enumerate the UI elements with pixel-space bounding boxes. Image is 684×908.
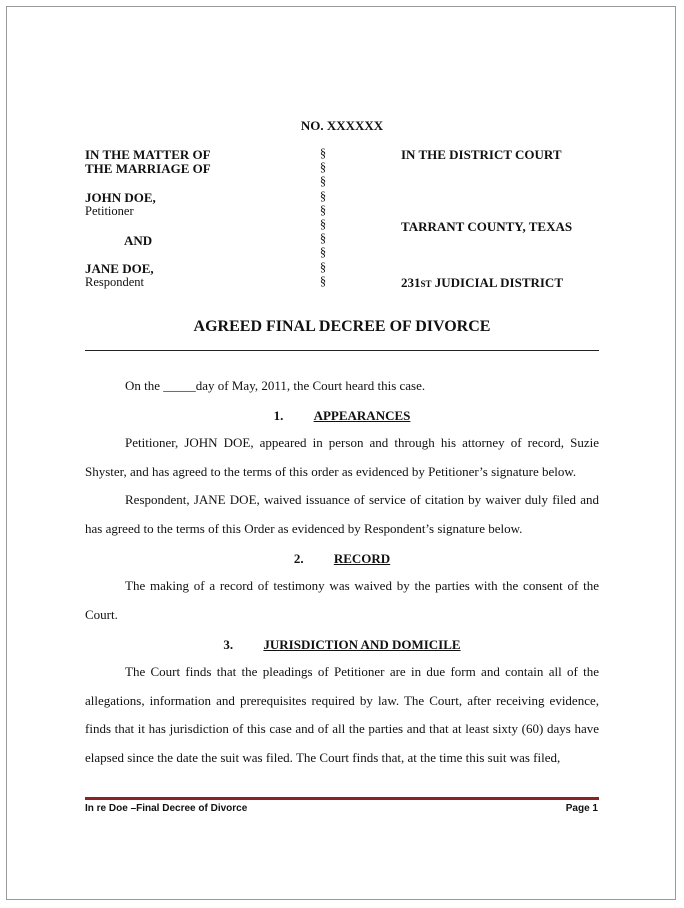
respondent-name: JANE DOE, — [85, 261, 154, 276]
section-symbol: § — [319, 146, 327, 160]
paragraph: Petitioner, JOHN DOE, appeared in person and through his attorney of record, Suzie Shyster, and has agreed to the terms of this order as evidenced by Petitioner’s signature below. — [85, 435, 599, 479]
district-text: JUDICIAL DISTRICT — [431, 275, 563, 290]
section-symbol: § — [319, 245, 327, 260]
section-symbol: § — [319, 273, 327, 288]
and-label: AND — [124, 233, 153, 248]
section-heading-jurisdiction — [85, 637, 599, 653]
section-body-jurisdiction — [85, 658, 599, 772]
intro-paragraph — [85, 372, 599, 401]
section-symbol: § — [319, 217, 327, 232]
court-name: IN THE DISTRICT COURT — [401, 147, 562, 162]
paragraph: The making of a record of testimony was waived by the parties with the consent of the Court. — [85, 578, 599, 622]
section-symbol: § — [319, 202, 327, 217]
section-number: 3. — [223, 637, 234, 652]
section-symbol: § — [319, 160, 327, 175]
section-body-appearances — [85, 429, 599, 543]
matter-line-1: IN THE MATTER OF — [85, 147, 211, 162]
section-number: 1. — [273, 408, 284, 423]
matter-line-2: THE MARRIAGE OF — [85, 161, 211, 176]
district-suffix: ST — [420, 279, 432, 289]
district-number: 231 — [401, 275, 421, 290]
document-title: AGREED FINAL DECREE OF DIVORCE — [193, 318, 491, 335]
petitioner-name: JOHN DOE, — [85, 190, 156, 205]
section-title: RECORD — [333, 551, 391, 566]
county-name: TARRANT COUNTY, TEXAS — [401, 219, 573, 234]
judicial-district — [401, 275, 563, 291]
footer-title: In re Doe –Final Decree of Divorce — [85, 803, 248, 814]
section-symbol: § — [319, 231, 327, 246]
petitioner-role: Petitioner — [85, 204, 134, 218]
section-symbol: § — [319, 188, 327, 203]
section-symbol: § — [319, 174, 327, 189]
section-body-record — [85, 572, 599, 629]
title-rule — [85, 350, 599, 351]
respondent-role: Respondent — [85, 275, 145, 289]
section-symbol: § — [319, 259, 327, 274]
section-heading-record — [85, 551, 599, 567]
intro-text: On the _____day of May, 2011, the Court heard this case. — [125, 378, 426, 393]
section-symbol-column — [316, 146, 330, 288]
case-number: NO. XXXXXX — [300, 118, 384, 133]
section-heading-appearances — [85, 408, 599, 424]
paragraph: The Court finds that the pleadings of Petitioner are in due form and contain all of the allegations, information and prerequisites required by law. The Court, after receiving evidence, finds that it has jurisdiction of this case and of all the parties and that at least sixty (60) days have elapsed since the date the suit was filed. The Court finds that, at the time this suit was filed, — [85, 664, 599, 765]
section-title: APPEARANCES — [313, 408, 411, 423]
section-number: 2. — [293, 551, 304, 566]
section-title: JURISDICTION AND DOMICILE — [263, 637, 461, 652]
footer-rule — [85, 797, 599, 800]
page-number: Page 1 — [565, 803, 598, 814]
paragraph: Respondent, JANE DOE, waived issuance of service of citation by waiver duly filed and has agreed to the terms of this Order as evidenced by Respondent’s signature below. — [85, 492, 599, 536]
